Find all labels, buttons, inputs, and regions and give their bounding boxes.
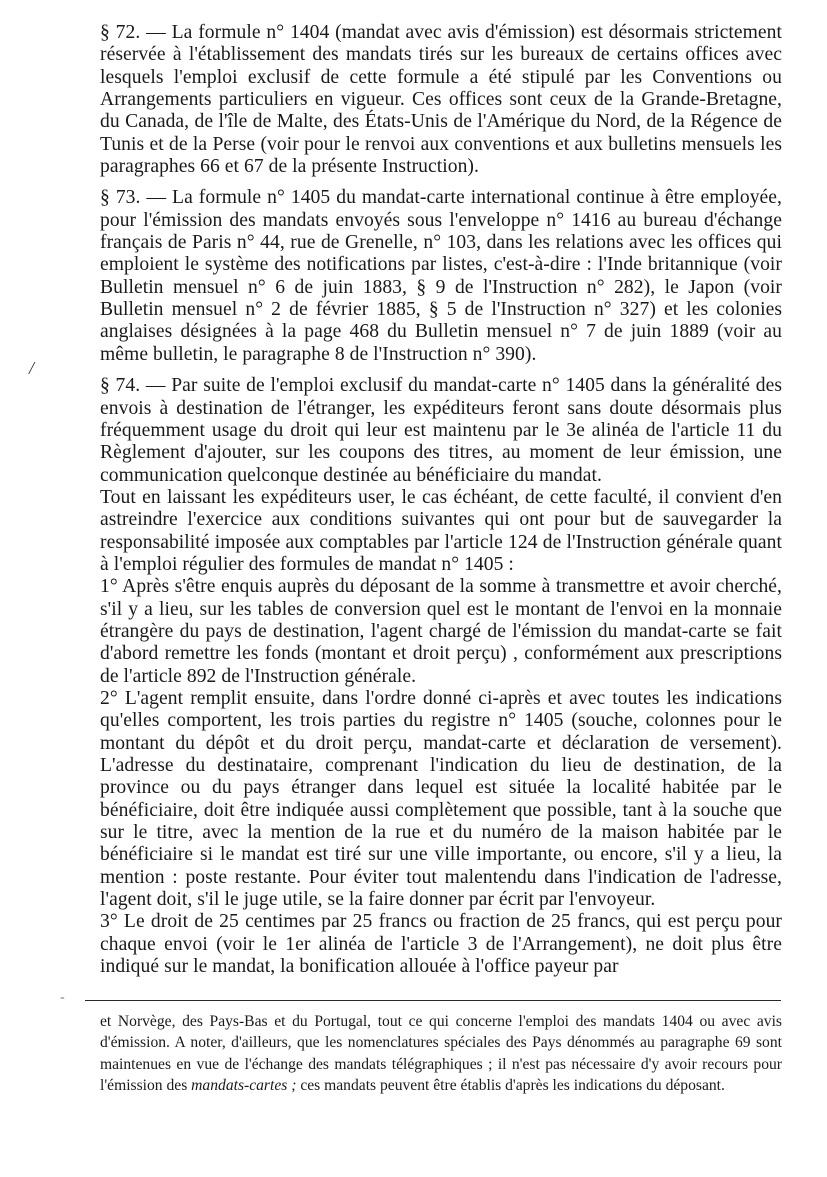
paragraph-72: § 72. — La formule n° 1404 (mandat avec avis d'émission) est désormais strictement réservée à l'établissement des mandats tirés sur les bureaux de certains offices avec lesquels l'emploi exclusif de cette formule a été stipulé par les Conventions ou Arrangements particuliers en vigueur. Ces offices sont ceux de la Grande-Bretagne, du Canada, de l'île de Malte, des États-Unis de l'Amérique du Nord, de la Régence de Tunis et de la Perse (voir pour le renvoi aux conventions et aux bulletins mensuels les paragraphes 66 et 67 de la présente Instruction). [100, 22, 782, 178]
margin-dash-mark: - [60, 990, 65, 1005]
footnote-block [100, 1011, 782, 1096]
footnote-text-start: et Norvège, des Pays-Bas et du Portugal, tout ce qui concerne l'emploi des mandats 1404 ou avec avis d'émission. A noter, d'ailleurs, que les nomenclatures spéciales des Pays dénommés au paragraphe 69 sont maintenues en vue de l'échange des mandats télégraphiques ; il n'est pas nécessaire d'y avoir recours pour l'émission des [100, 1013, 782, 1094]
paragraph-74-continuation: Tout en laissant les expéditeurs user, le cas échéant, de cette faculté, il convient d'en astreindre l'exercice aux conditions suivantes qui ont pour but de sauvegarder la responsabilité imposée aux comptables par l'article 124 de l'Instruction générale quant à l'emploi régulier des formules de mandat n° 1405 : [100, 486, 782, 575]
list-item-2: 2° L'agent remplit ensuite, dans l'ordre donné ci-après et avec toutes les indications qu'elles comportent, les trois parties du registre n° 1405 (souche, colonnes pour le montant du dépôt et du droit perçu, mandat-carte et déclaration de versement). L'adresse du destinataire, comprenant l'indication du lieu de destination, de la province ou du pays étranger dans lequel est située la localité habitée par le bénéficiaire, doit être indiquée aussi complètement que possible, tant à la souche que sur le titre, avec la mention de la rue et du numéro de la maison habitée par le bénéficiaire si le mandat est tiré sur une ville importante, ou encore, s'il y a lieu, la mention : poste restante. Pour éviter tout malentendu dans l'indication de l'adresse, l'agent doit, s'il le juge utile, se la faire donner par écrit par l'envoyeur. [100, 687, 782, 911]
paragraph-74: § 74. — Par suite de l'emploi exclusif du mandat-carte n° 1405 dans la généralité des envois à destination de l'étranger, les expéditeurs feront sans doute désormais plus fréquemment usage du droit qui leur est maintenu par le 3e alinéa de l'article 11 du Règlement d'ajouter, sur les coupons des titres, au moment de leur émission, une communication quelconque destinée au bénéficiaire du mandat. [100, 375, 782, 486]
footnote-text [100, 1011, 782, 1096]
footnote-emphasis: mandats-cartes ; [191, 1076, 297, 1094]
list-item-3: 3° Le droit de 25 centimes par 25 francs ou fraction de 25 francs, qui est perçu pour chaque envoi (voir le 1er alinéa de l'article 3 de l'Arrangement), ne doit plus être indiqué sur le mandat, la bonification allouée à l'office payeur par [100, 911, 782, 978]
footnote-text-end: ces mandats peuvent être établis d'après les indications du déposant. [296, 1076, 725, 1094]
list-item-1: 1° Après s'être enquis auprès du déposant de la somme à transmettre et avoir cherché, s'il y a lieu, sur les tables de conversion quel est le montant de l'envoi en la monnaie étrangère du pays de destination, l'agent chargé de l'émission du mandat-carte se fait d'abord remettre les fonds (montant et droit perçu) , conformément aux prescriptions de l'article 892 de l'Instruction générale. [100, 576, 782, 687]
margin-annotation: / [29, 358, 35, 378]
paragraph-73: § 73. — La formule n° 1405 du mandat-carte international continue à être employée, pour l'émission des mandats envoyés sous l'enveloppe n° 1416 au bureau d'échange français de Paris n° 44, rue de Grenelle, n° 103, dans les relations avec les offices qui emploient le système des notifications par listes, c'est-à-dire : l'Inde britannique (voir Bulletin mensuel n° 6 de juin 1883, § 9 de l'Instruction n° 282), le Japon (voir Bulletin mensuel n° 2 de février 1885, § 5 de l'Instruction n° 327) et les colonies anglaises désignées à la page 468 du Bulletin mensuel n° 7 de juin 1889 (voir au même bulletin, le paragraphe 8 de l'Instruction n° 390). [100, 187, 782, 365]
main-text-block [100, 22, 782, 978]
footnote-rule [85, 1000, 781, 1001]
